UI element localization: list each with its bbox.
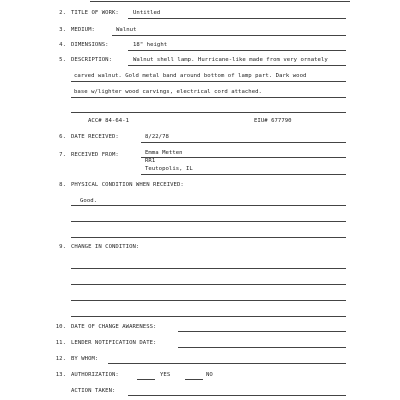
description-line-3: base w/lighter wood carvings, electrical cord attached.	[74, 89, 262, 95]
authorization-yes-label: YES	[160, 372, 171, 378]
title-value: Untitled	[133, 10, 161, 16]
date-received-label: DATE RECEIVED:	[71, 134, 119, 140]
item-9-number: 9.	[59, 244, 66, 250]
description-rule-2	[71, 81, 346, 82]
change-awareness-rule	[178, 331, 346, 332]
physical-condition-value: Good.	[80, 198, 98, 204]
received-from-label: RECEIVED FROM:	[71, 152, 119, 158]
item-3-number: 3.	[59, 27, 66, 33]
lender-notification-rule	[178, 347, 346, 348]
change-rule-3	[71, 300, 346, 301]
lender-notification-label: LENDER NOTIFICATION DATE:	[71, 340, 157, 346]
description-rule-1	[128, 65, 346, 66]
eiu-number: EIU# 677790	[254, 118, 292, 124]
medium-rule	[112, 35, 346, 36]
received-from-rule-2	[141, 174, 346, 175]
item-8-number: 8.	[59, 182, 66, 188]
item-6-number: 6.	[59, 134, 66, 140]
item-10-number: 10.	[55, 324, 66, 330]
medium-label: MEDIUM:	[71, 27, 95, 33]
item-4-number: 4.	[59, 42, 66, 48]
received-from-name: Emma Metten	[145, 150, 183, 156]
by-whom-rule	[108, 363, 346, 364]
item-2-number: 2.	[59, 10, 66, 16]
change-rule-4	[71, 316, 346, 317]
physical-condition-rule-2	[71, 221, 346, 222]
item-11-number: 11.	[55, 340, 66, 346]
item-13-number: 13.	[55, 372, 66, 378]
dimensions-label: DIMENSIONS:	[71, 42, 109, 48]
title-rule	[128, 18, 346, 19]
received-from-rule-1	[141, 157, 346, 158]
description-rule-3	[71, 97, 346, 98]
dimensions-value: 18" height	[133, 42, 168, 48]
date-received-rule	[141, 142, 346, 143]
authorization-no-label: NO	[206, 372, 213, 378]
top-rule	[90, 1, 350, 2]
action-taken-label: ACTION TAKEN:	[71, 388, 116, 394]
received-from-route: RR1	[145, 158, 156, 164]
description-rule-4	[71, 112, 346, 113]
change-in-condition-label: CHANGE IN CONDITION:	[71, 244, 140, 250]
physical-condition-label: PHYSICAL CONDITION WHEN RECEIVED:	[71, 182, 184, 188]
date-received-value: 8/22/78	[145, 134, 169, 140]
description-line-1: Walnut shell lamp. Hurricane-like made from very ornately	[133, 57, 328, 63]
dimensions-rule	[128, 50, 346, 51]
change-awareness-label: DATE OF CHANGE AWARENESS:	[71, 324, 157, 330]
title-label: TITLE OF WORK:	[71, 10, 119, 16]
physical-condition-rule-1	[71, 205, 346, 206]
physical-condition-rule-3	[71, 237, 346, 238]
authorization-no-blank	[185, 379, 203, 380]
description-line-2: carved walnut. Gold metal band around bottom of lamp part. Dark wood	[74, 73, 307, 79]
accession-number: ACC# 84-64-1	[88, 118, 130, 124]
item-5-number: 5.	[59, 57, 66, 63]
description-label: DESCRIPTION:	[71, 57, 113, 63]
change-rule-2	[71, 284, 346, 285]
received-from-city: Teutopolis, IL	[145, 166, 193, 172]
change-rule-1	[71, 268, 346, 269]
authorization-label: AUTHORIZATION:	[71, 372, 119, 378]
item-7-number: 7.	[59, 152, 66, 158]
action-taken-rule	[128, 395, 346, 396]
medium-value: Walnut	[116, 27, 137, 33]
by-whom-label: BY WHOM:	[71, 356, 99, 362]
authorization-yes-blank	[137, 379, 155, 380]
item-12-number: 12.	[55, 356, 66, 362]
